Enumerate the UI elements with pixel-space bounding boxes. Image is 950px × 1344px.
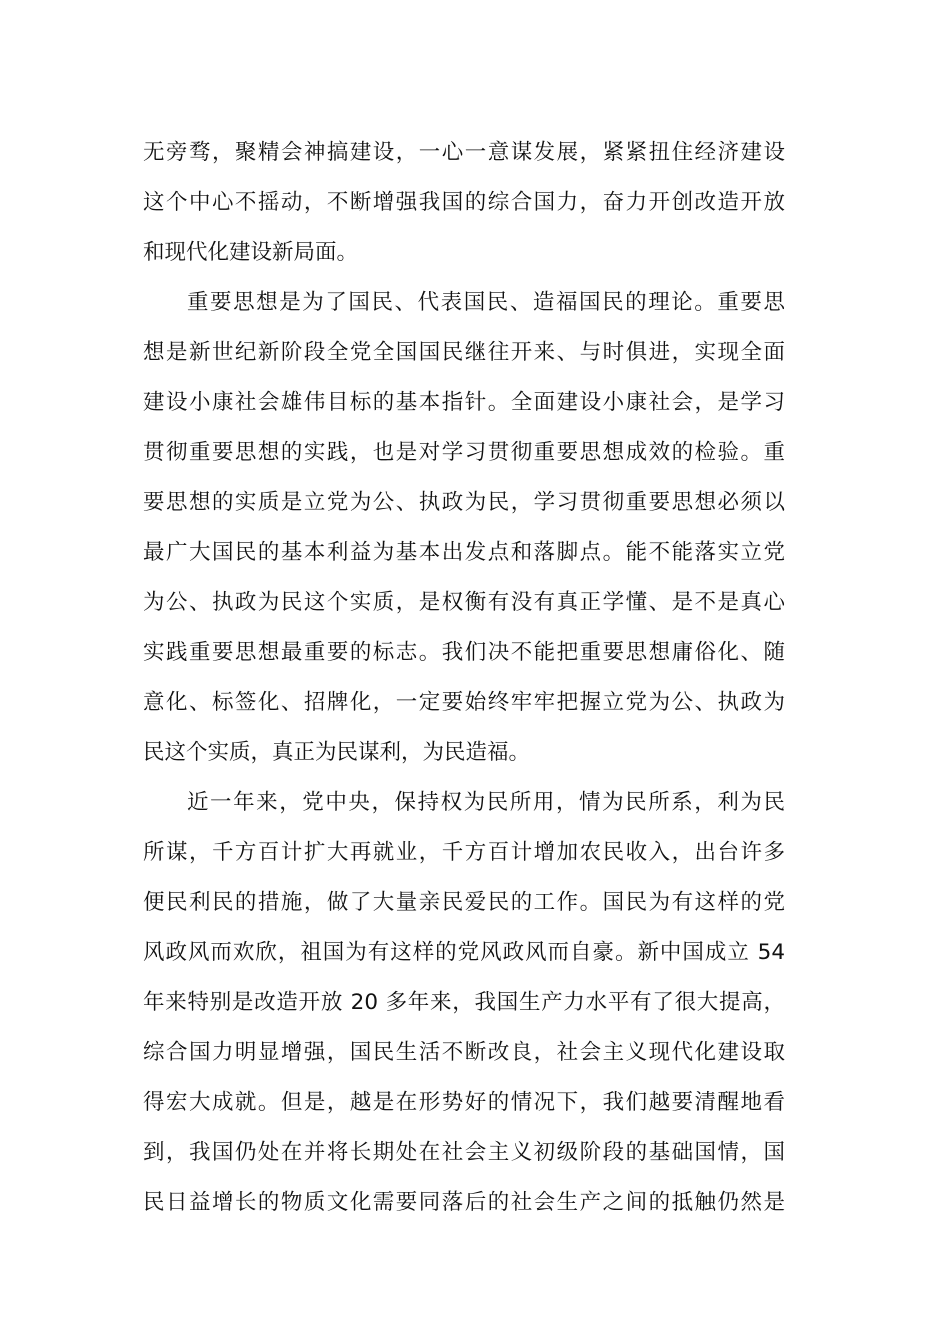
text-line: 要思想的实质是立党为公、执政为民，学习贯彻重要思想必须以 [143, 490, 785, 515]
text-line: 到，我国仍处在并将长期处在社会主义初级阶段的基础国情，国 [143, 1140, 785, 1165]
text-line: 年来特别是改造开放 20 多年来，我国生产力水平有了很大提高， [143, 990, 785, 1015]
text-line: 风政风而欢欣，祖国为有这样的党风政风而自豪。新中国成立 54 [143, 940, 785, 965]
text-line: 和现代化建设新局面。 [143, 240, 359, 265]
text-line: 贯彻重要思想的实践，也是对学习贯彻重要思想成效的检验。重 [143, 440, 785, 465]
text-line: 所谋，千方百计扩大再就业，千方百计增加农民收入，出台许多 [143, 840, 785, 865]
text-line: 民日益增长的物质文化需要同落后的社会生产之间的抵触仍然是 [143, 1190, 785, 1215]
text-line: 民这个实质，真正为民谋利，为民造福。 [143, 740, 531, 765]
text-line: 建设小康社会雄伟目标的基本指针。全面建设小康社会，是学习 [143, 390, 785, 415]
text-line: 实践重要思想最重要的标志。我们决不能把重要思想庸俗化、随 [143, 640, 785, 665]
text-line: 为公、执政为民这个实质，是权衡有没有真正学懂、是不是真心 [143, 590, 785, 615]
text-line: 重要思想是为了国民、代表国民、造福国民的理论。重要思 [187, 290, 785, 315]
text-line: 这个中心不摇动，不断增强我国的综合国力，奋力开创改造开放 [143, 190, 785, 215]
text-line: 想是新世纪新阶段全党全国国民继往开来、与时俱进，实现全面 [143, 340, 785, 365]
body-text [143, 128, 785, 1228]
text-line: 得宏大成就。但是，越是在形势好的情况下，我们越要清醒地看 [143, 1090, 785, 1115]
text-line: 无旁骛，聚精会神搞建设，一心一意谋发展，紧紧扭住经济建设 [143, 140, 785, 165]
text-line: 最广大国民的基本利益为基本出发点和落脚点。能不能落实立党 [143, 540, 785, 565]
text-line: 综合国力明显增强，国民生活不断改良，社会主义现代化建设取 [143, 1040, 785, 1065]
text-line: 近一年来，党中央，保持权为民所用，情为民所系，利为民 [187, 790, 785, 815]
text-line: 意化、标签化、招牌化，一定要始终牢牢把握立党为公、执政为 [143, 690, 785, 715]
text-line: 便民利民的措施，做了大量亲民爱民的工作。国民为有这样的党 [143, 890, 785, 915]
